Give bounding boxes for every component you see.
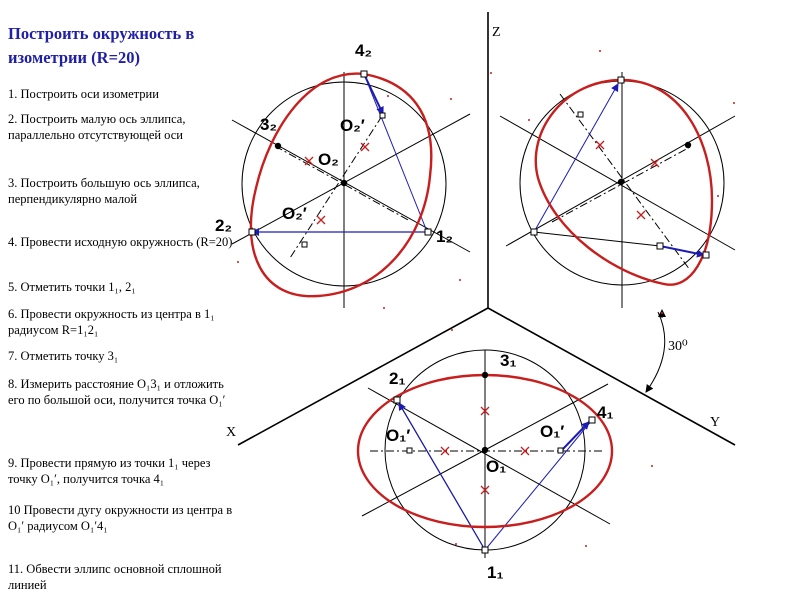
top-label-4: 4₁ — [597, 403, 614, 422]
side-point-o-top — [578, 112, 583, 117]
top-point-1 — [482, 547, 488, 553]
side-point-3 — [685, 142, 691, 148]
step-11: 11. Обвести эллипс основной сплошной линией — [8, 562, 222, 592]
front-construction-line — [364, 74, 428, 234]
front-point-o2p-top — [380, 113, 385, 118]
front-label-4: 4₂ — [355, 41, 373, 60]
side-cross-marks — [596, 141, 659, 219]
front-view — [215, 41, 470, 308]
front-point-1 — [425, 229, 431, 235]
angle-label: 30⁰ — [668, 339, 688, 354]
top-construction-line — [485, 420, 592, 550]
front-points — [249, 71, 431, 247]
front-label-1: 1₂ — [436, 227, 454, 246]
top-axis-a — [368, 388, 610, 524]
y-axis-label: Y — [710, 415, 721, 430]
side-radius-arrow — [660, 246, 704, 255]
page-title: Построить окружность в изометрии (R=20) — [8, 24, 195, 67]
y-axis-line — [488, 308, 735, 445]
step-4: 4. Провести исходную окружность (R=20) — [8, 235, 233, 249]
step-3: 3. Построить большую ось эллипса, перпендикулярно малой — [8, 176, 200, 206]
front-label-o2p-top: O₂′ — [340, 116, 365, 135]
x-axis-line — [238, 308, 488, 445]
side-view — [500, 72, 735, 308]
side-point-1 — [703, 252, 709, 258]
step-6: 6. Провести окружность из центра в 1₁ радиусом R=1₁2₁ — [8, 307, 215, 337]
top-label-o1p-left: O₁′ — [386, 426, 411, 445]
front-point-o2p-bottom — [302, 242, 307, 247]
top-construction-arrow — [399, 403, 485, 550]
side-point-2 — [531, 229, 537, 235]
top-point-o1p-left — [407, 448, 412, 453]
top-point-3 — [482, 372, 488, 378]
step-5: 5. Отметить точки 1₁, 2₁ — [8, 280, 136, 294]
step-9: 9. Провести прямую из точки 1₁ через точку O₁′, получится точка 4₁ — [8, 456, 211, 486]
top-view — [358, 350, 614, 582]
top-label-3: 3₁ — [500, 351, 517, 370]
front-label-o2p-bottom: O₂′ — [282, 204, 307, 223]
step-1: 1. Построить оси изометрии — [8, 87, 159, 101]
side-chord-line — [534, 232, 660, 246]
front-major-axis — [290, 116, 382, 258]
side-construction-arrow — [534, 84, 618, 232]
top-label-1: 1₁ — [487, 563, 504, 582]
angle-arc — [646, 312, 665, 392]
step-7: 7. Отметить точку 3₁ — [8, 349, 119, 363]
front-point-4 — [361, 71, 367, 77]
top-point-o1p-right — [558, 448, 563, 453]
isometric-axes — [238, 12, 735, 445]
side-point-o-bottom — [657, 243, 663, 249]
step-2: 2. Построить малую ось эллипса, параллельно отсутствующей оси — [8, 112, 186, 142]
front-center-point — [341, 180, 347, 186]
top-point-4 — [589, 417, 595, 423]
top-label-2: 2₁ — [389, 369, 406, 388]
top-center-point — [482, 447, 488, 453]
step-10: 10 Провести дугу окружности из центра в O₁′ радиусом O₁′4₁ — [8, 503, 233, 533]
front-label-o2: O₂ — [318, 150, 339, 169]
top-point-2 — [394, 397, 400, 403]
side-point-4 — [618, 77, 624, 83]
front-label-3: 3₂ — [260, 115, 278, 134]
top-label-o1: O₁ — [486, 457, 507, 476]
z-axis-label: Z — [492, 25, 501, 40]
front-point-3 — [275, 143, 281, 149]
front-label-2: 2₂ — [215, 216, 233, 235]
front-point-2 — [249, 229, 255, 235]
side-center-point — [618, 179, 624, 185]
x-axis-label: X — [226, 425, 237, 440]
step-8: 8. Измерить расстояние O₁3₁ и отложить его по большой оси, получится точка O₁′ — [8, 377, 226, 407]
top-label-o1p-right: O₁′ — [540, 422, 565, 441]
front-radius-arrow — [364, 74, 383, 114]
